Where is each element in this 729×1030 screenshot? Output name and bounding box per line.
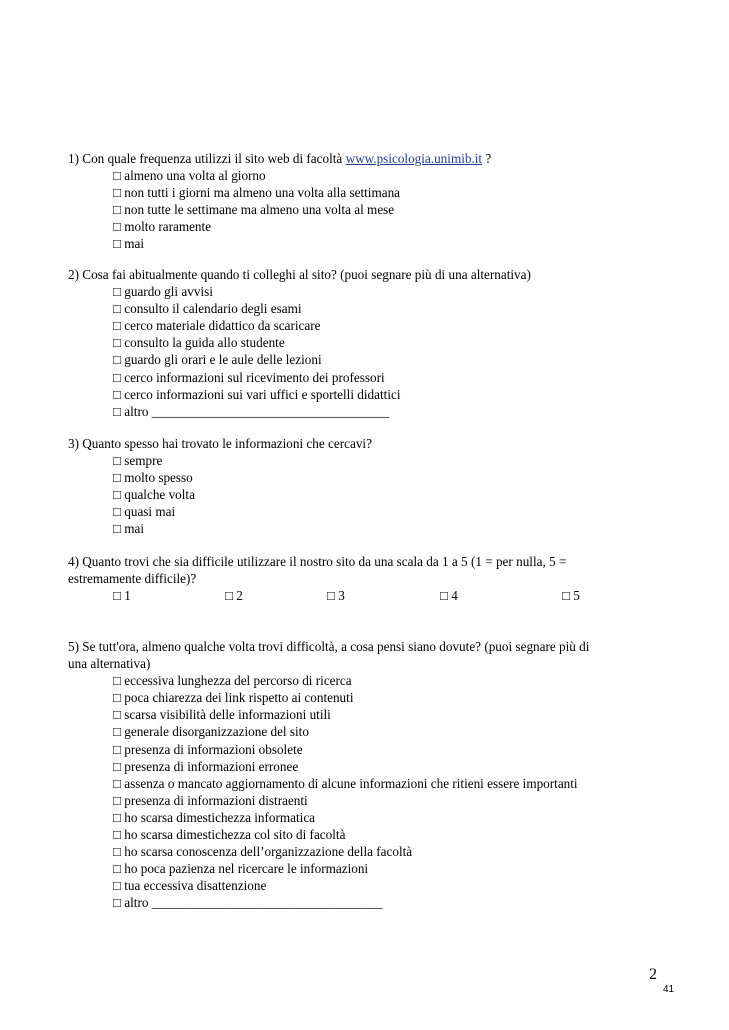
q5-option[interactable]: □ ho scarsa dimestichezza col sito di facoltà <box>113 827 346 843</box>
q5-option[interactable]: □ poca chiarezza dei link rispetto ai contenuti <box>113 690 354 706</box>
question-1-prefix: 1) Con quale frequenza utilizzi il sito web di facoltà <box>68 151 346 166</box>
q2-option[interactable]: □ cerco materiale didattico da scaricare <box>113 318 321 334</box>
scale-option-2[interactable]: □ 2 <box>225 588 243 604</box>
q1-option[interactable]: □ non tutti i giorni ma almeno una volta alla settimana <box>113 185 401 201</box>
slide-number: 41 <box>663 984 675 995</box>
q5-option[interactable]: □ assenza o mancato aggiornamento di alcune informazioni che ritieni essere importanti <box>113 775 578 791</box>
q1-option[interactable]: □ mai <box>113 236 145 252</box>
q2-option[interactable]: □ consulto il calendario degli esami <box>113 301 302 317</box>
q2-option[interactable]: □ consulto la guida allo studente <box>113 335 285 351</box>
question-2-text: 2) Cosa fai abitualmente quando ti colleghi al sito? (puoi segnare più di una alternativa) <box>68 267 531 282</box>
q2-option[interactable]: □ cerco informazioni sui vari uffici e sportelli didattici <box>113 386 401 402</box>
scale-option-1[interactable]: □ 1 <box>113 588 131 604</box>
q5-option[interactable]: □ presenza di informazioni erronee <box>113 758 299 774</box>
question-5-text-line-1: 5) Se tutt'ora, almeno qualche volta trovi difficoltà, a cosa pensi siano dovute? (puoi segnare più di <box>68 639 590 654</box>
q5-option[interactable]: □ ho scarsa dimestichezza informatica <box>113 809 316 825</box>
q5-option[interactable]: □ ho poca pazienza nel ricercare le informazioni <box>113 861 369 877</box>
question-1 <box>68 150 668 253</box>
q5-option-other[interactable]: □ altro ___________________________________ <box>113 895 383 911</box>
q5-option[interactable]: □ generale disorganizzazione del sito <box>113 724 309 740</box>
q1-option[interactable]: □ molto raramente <box>113 219 212 235</box>
q2-option[interactable]: □ guardo gli avvisi <box>113 284 213 300</box>
q2-option-other[interactable]: □ altro ____________________________________ <box>113 403 390 419</box>
q1-option[interactable]: □ non tutte le settimane ma almeno una volta al mese <box>113 202 395 218</box>
q3-option[interactable]: □ mai <box>113 521 145 537</box>
q3-option[interactable]: □ quasi mai <box>113 504 176 520</box>
q5-option[interactable]: □ scarsa visibilità delle informazioni utili <box>113 707 331 723</box>
q1-option[interactable]: □ almeno una volta al giorno <box>113 168 266 184</box>
question-3-text: 3) Quanto spesso hai trovato le informazioni che cercavi? <box>68 436 372 451</box>
question-1-suffix: ? <box>482 151 492 166</box>
q5-option[interactable]: □ presenza di informazioni distraenti <box>113 792 308 808</box>
difficulty-scale <box>68 587 668 604</box>
q3-option[interactable]: □ sempre <box>113 453 163 469</box>
q5-option[interactable]: □ ho scarsa conoscenza dell’organizzazione della facoltà <box>113 844 413 860</box>
question-4 <box>68 553 668 604</box>
scale-option-3[interactable]: □ 3 <box>327 588 345 604</box>
q5-option[interactable]: □ presenza di informazioni obsolete <box>113 741 303 757</box>
q2-option[interactable]: □ guardo gli orari e le aule delle lezioni <box>113 352 322 368</box>
question-2 <box>68 266 668 420</box>
question-1-text <box>68 150 668 167</box>
q5-option[interactable]: □ tua eccessiva disattenzione <box>113 878 267 894</box>
scale-option-5[interactable]: □ 5 <box>562 588 580 604</box>
question-4-text-line-1: 4) Quanto trovi che sia difficile utilizzare il nostro sito da una scala da 1 a 5 (1 = per nulla, 5 = <box>68 554 567 569</box>
question-5-text-line-2: una alternativa) <box>68 656 151 672</box>
question-4-text-line-2: estremamente difficile)? <box>68 571 197 587</box>
faculty-website-link[interactable]: www.psicologia.unimib.it <box>345 151 483 166</box>
scale-option-4[interactable]: □ 4 <box>440 588 458 604</box>
q2-option[interactable]: □ cerco informazioni sul ricevimento dei professori <box>113 369 385 385</box>
q5-option[interactable]: □ eccessiva lunghezza del percorso di ricerca <box>113 673 352 689</box>
q3-option[interactable]: □ molto spesso <box>113 470 193 486</box>
question-3 <box>68 435 668 538</box>
page-number: 2 <box>649 966 657 983</box>
question-5 <box>68 638 668 912</box>
q3-option[interactable]: □ qualche volta <box>113 487 195 503</box>
